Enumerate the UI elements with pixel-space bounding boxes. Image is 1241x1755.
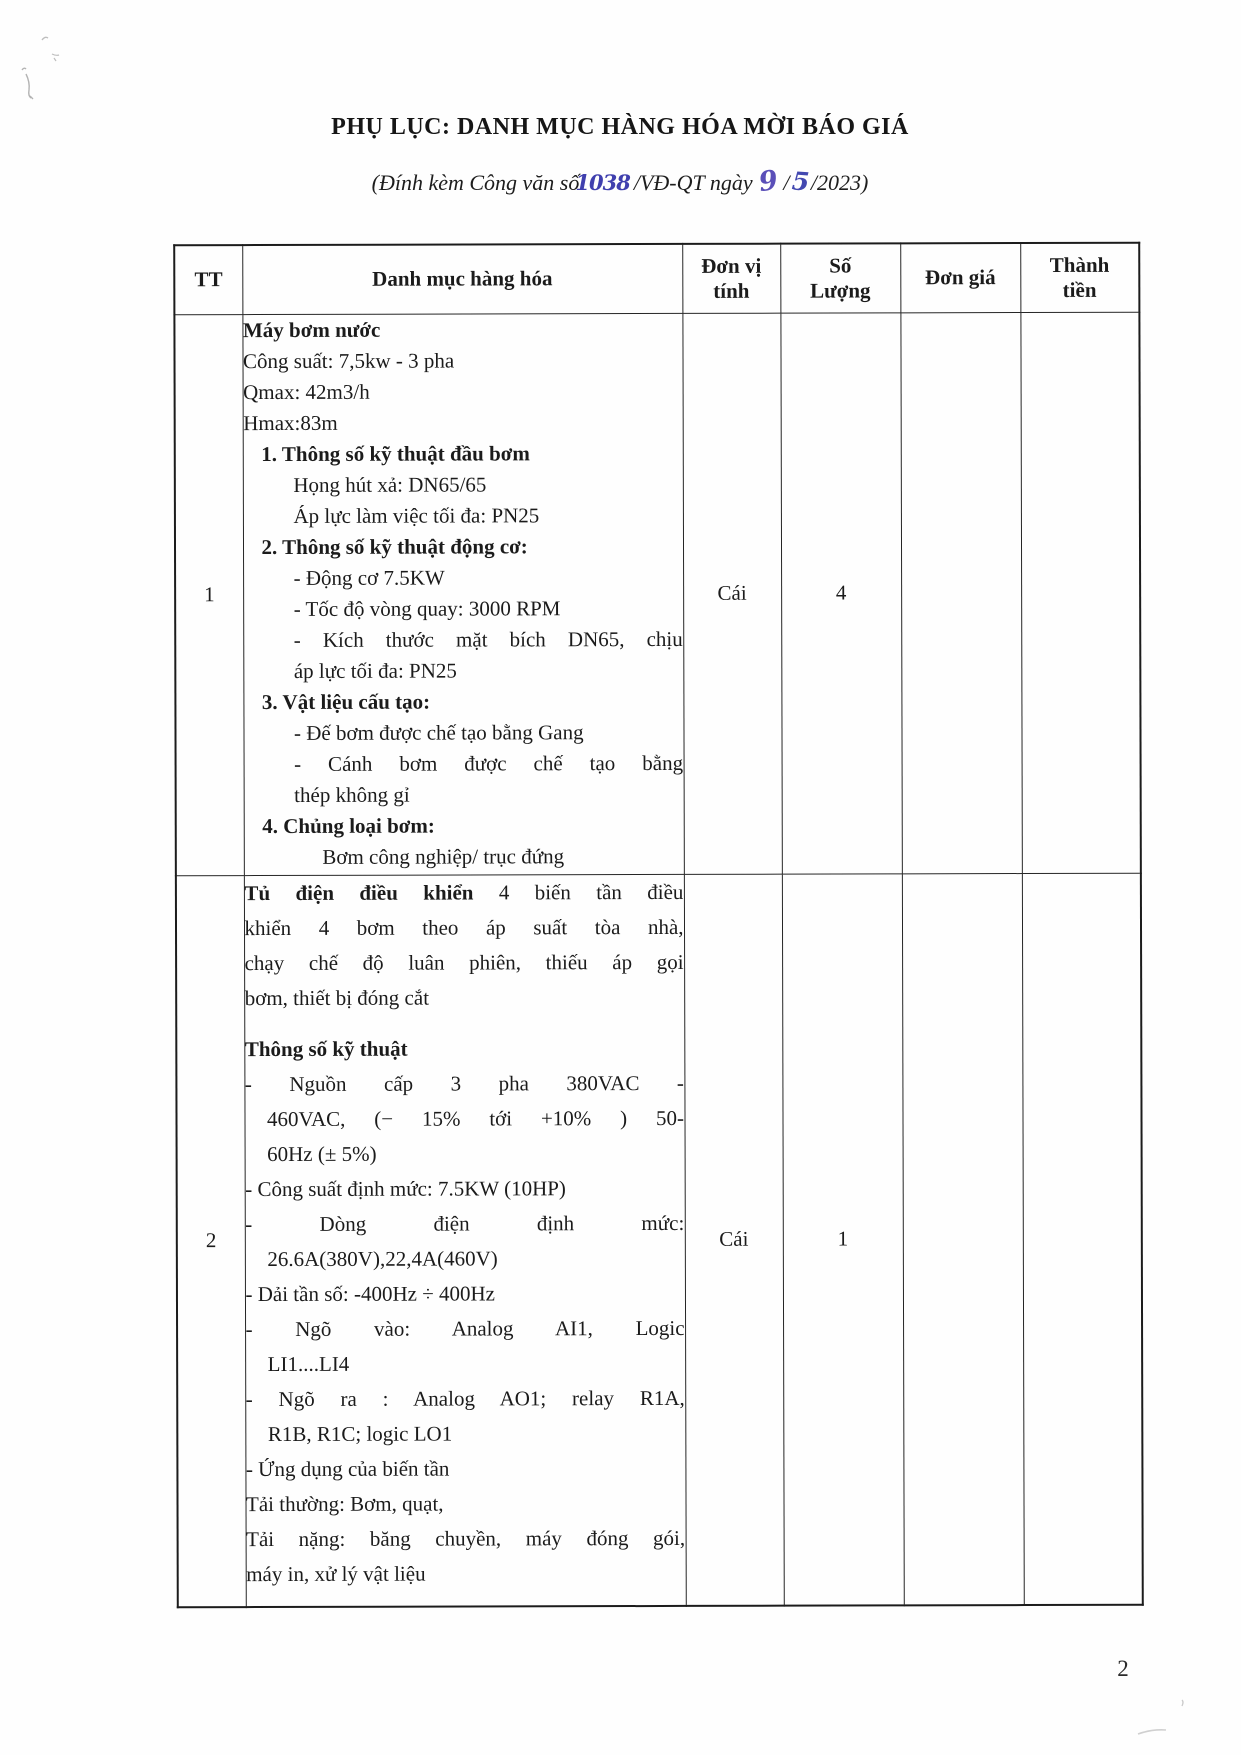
spec-line: Thông số kỹ thuật bbox=[244, 1036, 408, 1061]
spec-line: 460VAC, (− 15% tới +10% ) 50- bbox=[266, 1105, 685, 1131]
row1-unit-price bbox=[900, 312, 1021, 873]
spec-line: - Nguồn cấp 3 pha 380VAC - bbox=[244, 1070, 684, 1096]
header-thanh-tien: Thành tiền bbox=[1020, 243, 1139, 312]
row2-total bbox=[1022, 873, 1143, 1605]
spec-line: thép không gỉ bbox=[294, 782, 410, 807]
spec-line: LI1....LI4 bbox=[267, 1351, 350, 1376]
spec-line: 26.6A(380V),22,4A(460V) bbox=[267, 1245, 498, 1271]
row1-total bbox=[1020, 312, 1140, 873]
spec-line: 2. Thông số kỹ thuật động cơ: bbox=[261, 533, 528, 559]
header-danh-muc: Danh mục hàng hóa bbox=[242, 244, 682, 314]
page-subtitle bbox=[140, 166, 1100, 197]
spec-line: - Dòng điện định mức: bbox=[245, 1210, 685, 1236]
row2-description bbox=[244, 874, 686, 1607]
spec-line: Áp lực làm việc tối đa: PN25 bbox=[293, 502, 540, 528]
spec-line: Tải thường: Bơm, quạt, bbox=[245, 1491, 444, 1516]
row1-index: 1 bbox=[174, 314, 243, 875]
header-so-luong: Số Lượng bbox=[780, 243, 900, 312]
spec-line: - Ứng dụng của biến tần bbox=[245, 1456, 450, 1481]
table-row-control-cabinet bbox=[176, 873, 1143, 1608]
spec-line: - Ngõ ra : Analog AO1; relay R1A, bbox=[245, 1385, 685, 1411]
header-don-vi-tinh: Đơn vị tính bbox=[682, 244, 780, 313]
table-row-pump bbox=[174, 312, 1140, 876]
subtitle-middle: /VĐ-QT ngày bbox=[633, 170, 753, 195]
spec-line: - Ngõ vào: Analog AI1, Logic bbox=[245, 1315, 685, 1341]
spec-line: 4. Chủng loại bơm: bbox=[262, 813, 435, 838]
spec-line: - Cánh bơm được chế tạo bằng bbox=[294, 750, 684, 776]
spec-line: 3. Vật liệu cấu tạo: bbox=[261, 689, 431, 714]
handwritten-day: 9 bbox=[756, 164, 780, 199]
page-title: PHỤ LỤC: DANH MỤC HÀNG HÓA MỜI BÁO GIÁ bbox=[331, 114, 909, 140]
spec-line: - Động cơ 7.5KW bbox=[293, 565, 445, 590]
spec-line: Qmax: 42m3/h bbox=[243, 379, 370, 404]
subtitle-separator: / bbox=[783, 170, 790, 195]
spec-line: - Đế bơm được chế tạo bằng Gang bbox=[293, 719, 584, 745]
subtitle-suffix: /2023) bbox=[810, 170, 869, 195]
spec-line: 1. Thông số kỹ thuật đầu bơm bbox=[261, 440, 530, 466]
spec-line: Họng hút xả: DN65/65 bbox=[293, 471, 487, 497]
header-tt: TT bbox=[174, 245, 242, 314]
spec-line: R1B, R1C; logic LO1 bbox=[267, 1421, 453, 1446]
spec-line: - Công suất định mức: 7.5KW (10HP) bbox=[245, 1175, 566, 1201]
pen-scribble-icon bbox=[8, 18, 78, 108]
row2-unit: Cái bbox=[684, 874, 784, 1606]
row1-quantity: 4 bbox=[780, 312, 901, 873]
spec-line: máy in, xử lý vật liệu bbox=[246, 1561, 426, 1586]
row2-quantity: 1 bbox=[782, 873, 904, 1605]
row1-unit: Cái bbox=[682, 313, 781, 874]
spec-line: áp lực tối đa: PN25 bbox=[293, 658, 457, 683]
spec-line: Bơm công nghiệp/ trục đứng bbox=[322, 843, 565, 869]
row2-unit-price bbox=[902, 873, 1024, 1605]
handwritten-month: 5 bbox=[790, 166, 810, 197]
handwritten-document-number: 1038 bbox=[575, 170, 630, 195]
row2-index: 2 bbox=[176, 875, 246, 1607]
spec-line: Tủ điện điều khiển 4 biến tần điều bbox=[244, 879, 684, 905]
spec-line: Hmax:83m bbox=[243, 410, 338, 435]
spec-line: Tải nặng: băng chuyền, máy đóng gói, bbox=[246, 1525, 686, 1551]
spec-line: - Tốc độ vòng quay: 3000 RPM bbox=[293, 595, 561, 621]
pen-mark-icon bbox=[1120, 1692, 1210, 1747]
spec-line: - Dải tần số: -400Hz ÷ 400Hz bbox=[245, 1280, 495, 1306]
table-header-row bbox=[174, 243, 1139, 315]
spec-line: Máy bơm nước bbox=[242, 317, 381, 342]
row1-description bbox=[242, 313, 683, 875]
spec-line: - Kích thước mặt bích DN65, chịu bbox=[293, 626, 683, 652]
spec-line: Công suất: 7,5kw - 3 pha bbox=[242, 348, 455, 373]
goods-quotation-table bbox=[173, 242, 1144, 1609]
spec-line: bơm, thiết bị đóng cắt bbox=[244, 985, 430, 1010]
spec-line: chạy chế độ luân phiên, thiếu áp gọi bbox=[244, 949, 684, 975]
spec-line: 60Hz (± 5%) bbox=[267, 1141, 377, 1166]
subtitle-prefix: (Đính kèm Công văn số bbox=[371, 170, 580, 195]
spec-line: khiển 4 bơm theo áp suất tòa nhà, bbox=[244, 914, 684, 940]
header-don-gia: Đơn giá bbox=[900, 243, 1020, 312]
page-number: 2 bbox=[1117, 1656, 1129, 1681]
